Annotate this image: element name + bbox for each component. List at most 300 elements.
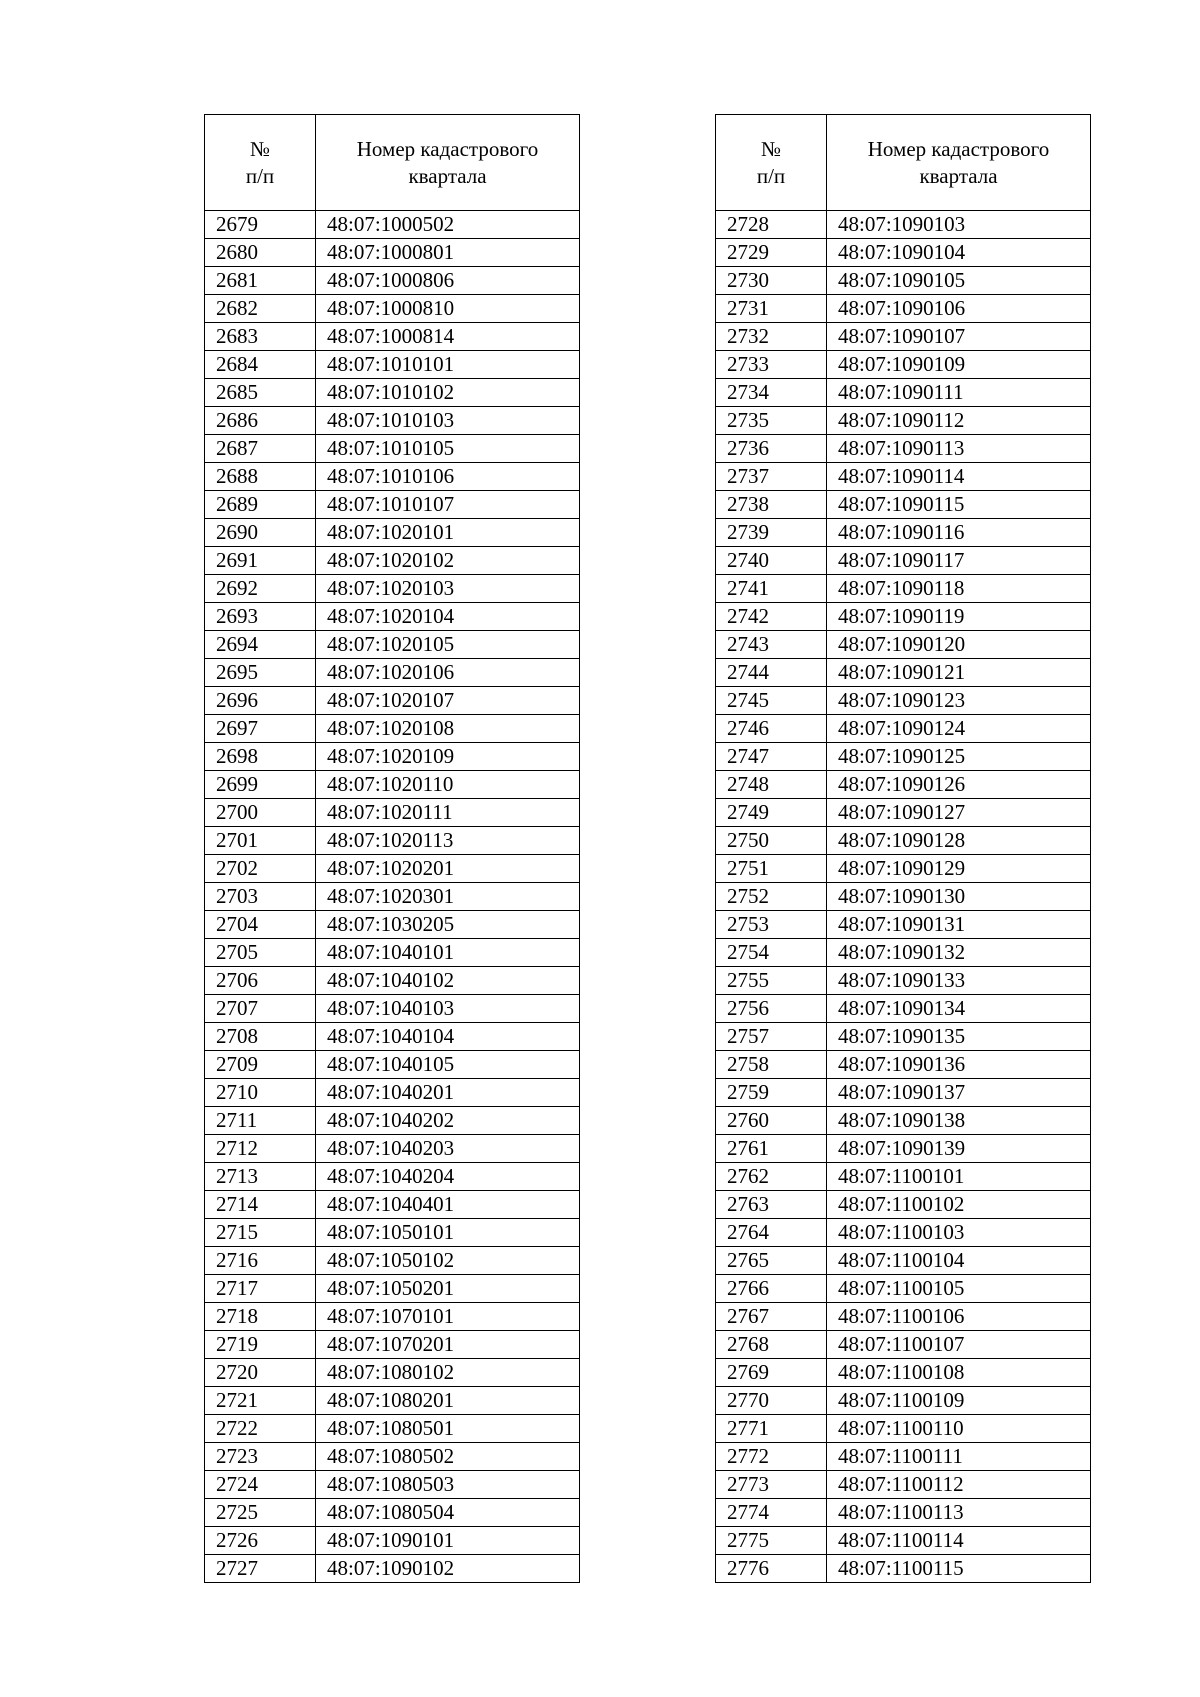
table-row xyxy=(205,631,580,659)
row-number-cell: 2716 xyxy=(205,1247,316,1275)
row-number-cell: 2739 xyxy=(716,519,827,547)
table-row xyxy=(205,351,580,379)
table-row xyxy=(205,379,580,407)
cadastral-number-cell: 48:07:1040105 xyxy=(316,1051,580,1079)
row-number-cell: 2688 xyxy=(205,463,316,491)
table-row xyxy=(716,1443,1091,1471)
table-row xyxy=(716,435,1091,463)
header-row xyxy=(205,115,580,211)
cadastral-column-header xyxy=(316,115,580,211)
cadastral-number-cell: 48:07:1100105 xyxy=(827,1275,1091,1303)
cadastral-number-cell: 48:07:1100107 xyxy=(827,1331,1091,1359)
cadastral-number-cell: 48:07:1020107 xyxy=(316,687,580,715)
table-row xyxy=(716,911,1091,939)
table-row xyxy=(205,1247,580,1275)
cadastral-number-cell: 48:07:1090107 xyxy=(827,323,1091,351)
cadastral-number-cell: 48:07:1090117 xyxy=(827,547,1091,575)
row-number-cell: 2697 xyxy=(205,715,316,743)
table-row xyxy=(205,1135,580,1163)
cadastral-number-cell: 48:07:1020109 xyxy=(316,743,580,771)
cadastral-number-cell: 48:07:1090132 xyxy=(827,939,1091,967)
cadastral-number-cell: 48:07:1090105 xyxy=(827,267,1091,295)
cadastral-number-cell: 48:07:1000806 xyxy=(316,267,580,295)
table-row xyxy=(205,1359,580,1387)
row-number-cell: 2726 xyxy=(205,1527,316,1555)
table-row xyxy=(716,1415,1091,1443)
cadastral-number-cell: 48:07:1090138 xyxy=(827,1107,1091,1135)
table-row xyxy=(716,827,1091,855)
cadastral-number-cell: 48:07:1100110 xyxy=(827,1415,1091,1443)
table-row xyxy=(205,267,580,295)
row-number-cell: 2737 xyxy=(716,463,827,491)
row-number-cell: 2681 xyxy=(205,267,316,295)
table-row xyxy=(716,883,1091,911)
row-number-cell: 2699 xyxy=(205,771,316,799)
table-row xyxy=(205,1303,580,1331)
row-number-cell: 2717 xyxy=(205,1275,316,1303)
row-number-cell: 2723 xyxy=(205,1443,316,1471)
row-number-cell: 2741 xyxy=(716,575,827,603)
cadastral-number-cell: 48:07:1020108 xyxy=(316,715,580,743)
cadastral-number-cell: 48:07:1040401 xyxy=(316,1191,580,1219)
row-number-cell: 2722 xyxy=(205,1415,316,1443)
cadastral-number-cell: 48:07:1090134 xyxy=(827,995,1091,1023)
cadastral-number-cell: 48:07:1000801 xyxy=(316,239,580,267)
row-number-cell: 2736 xyxy=(716,435,827,463)
cadastral-number-cell: 48:07:1020113 xyxy=(316,827,580,855)
cadastral-number-cell: 48:07:1000814 xyxy=(316,323,580,351)
table-row xyxy=(716,1555,1091,1583)
cadastral-number-cell: 48:07:1100104 xyxy=(827,1247,1091,1275)
row-number-cell: 2711 xyxy=(205,1107,316,1135)
row-number-cell: 2690 xyxy=(205,519,316,547)
cadastral-number-cell: 48:07:1010105 xyxy=(316,435,580,463)
cadastral-number-cell: 48:07:1090128 xyxy=(827,827,1091,855)
table-row xyxy=(716,799,1091,827)
row-number-cell: 2752 xyxy=(716,883,827,911)
table-row xyxy=(716,295,1091,323)
cadastral-number-cell: 48:07:1090118 xyxy=(827,575,1091,603)
row-number-cell: 2731 xyxy=(716,295,827,323)
cadastral-number-cell: 48:07:1090126 xyxy=(827,771,1091,799)
table-row xyxy=(205,1387,580,1415)
cadastral-number-cell: 48:07:1090129 xyxy=(827,855,1091,883)
table-row xyxy=(716,379,1091,407)
cadastral-number-cell: 48:07:1100115 xyxy=(827,1555,1091,1583)
row-number-cell: 2744 xyxy=(716,659,827,687)
row-number-cell: 2765 xyxy=(716,1247,827,1275)
row-number-cell: 2754 xyxy=(716,939,827,967)
cadastral-header-line1: Номер кадастрового xyxy=(356,136,539,161)
cadastral-number-cell: 48:07:1080503 xyxy=(316,1471,580,1499)
cadastral-number-cell: 48:07:1000502 xyxy=(316,211,580,239)
cadastral-number-cell: 48:07:1040203 xyxy=(316,1135,580,1163)
row-number-cell: 2733 xyxy=(716,351,827,379)
row-number-cell: 2721 xyxy=(205,1387,316,1415)
cadastral-number-cell: 48:07:1020111 xyxy=(316,799,580,827)
table-row xyxy=(716,715,1091,743)
table-row xyxy=(205,491,580,519)
row-number-cell: 2702 xyxy=(205,855,316,883)
table-row xyxy=(205,1163,580,1191)
row-number-cell: 2687 xyxy=(205,435,316,463)
row-number-cell: 2740 xyxy=(716,547,827,575)
cadastral-number-cell: 48:07:1020101 xyxy=(316,519,580,547)
cadastral-number-cell: 48:07:1090130 xyxy=(827,883,1091,911)
table-row xyxy=(205,1107,580,1135)
row-number-cell: 2755 xyxy=(716,967,827,995)
number-column-header xyxy=(716,115,827,211)
table-row xyxy=(716,519,1091,547)
row-number-cell: 2693 xyxy=(205,603,316,631)
table-row xyxy=(716,1051,1091,1079)
cadastral-number-cell: 48:07:1090121 xyxy=(827,659,1091,687)
row-number-cell: 2762 xyxy=(716,1163,827,1191)
row-number-cell: 2729 xyxy=(716,239,827,267)
table-row xyxy=(716,1471,1091,1499)
header-row xyxy=(716,115,1091,211)
table-row xyxy=(716,1387,1091,1415)
cadastral-number-cell: 48:07:1020110 xyxy=(316,771,580,799)
row-number-cell: 2771 xyxy=(716,1415,827,1443)
table-row xyxy=(205,1471,580,1499)
cadastral-number-cell: 48:07:1090135 xyxy=(827,1023,1091,1051)
row-number-cell: 2749 xyxy=(716,799,827,827)
cadastral-number-cell: 48:07:1100102 xyxy=(827,1191,1091,1219)
row-number-cell: 2770 xyxy=(716,1387,827,1415)
cadastral-header-line2: квартала xyxy=(408,163,487,188)
row-number-cell: 2709 xyxy=(205,1051,316,1079)
table-row xyxy=(716,211,1091,239)
row-number-cell: 2685 xyxy=(205,379,316,407)
row-number-cell: 2719 xyxy=(205,1331,316,1359)
cadastral-number-cell: 48:07:1040101 xyxy=(316,939,580,967)
number-header-line1: № xyxy=(249,136,271,161)
cadastral-number-cell: 48:07:1100101 xyxy=(827,1163,1091,1191)
table-row xyxy=(716,1135,1091,1163)
table-row xyxy=(205,715,580,743)
table-row xyxy=(205,1331,580,1359)
table-header xyxy=(205,115,580,211)
table-row xyxy=(716,1275,1091,1303)
table-row xyxy=(205,211,580,239)
cadastral-number-cell: 48:07:1090136 xyxy=(827,1051,1091,1079)
row-number-cell: 2745 xyxy=(716,687,827,715)
table-row xyxy=(205,603,580,631)
row-number-cell: 2769 xyxy=(716,1359,827,1387)
cadastral-number-cell: 48:07:1020301 xyxy=(316,883,580,911)
table-row xyxy=(205,659,580,687)
table-row xyxy=(205,1443,580,1471)
cadastral-number-cell: 48:07:1090112 xyxy=(827,407,1091,435)
cadastral-table-right xyxy=(715,114,1091,1583)
cadastral-number-cell: 48:07:1050101 xyxy=(316,1219,580,1247)
row-number-cell: 2751 xyxy=(716,855,827,883)
table-row xyxy=(205,239,580,267)
table-row xyxy=(205,743,580,771)
cadastral-number-cell: 48:07:1090139 xyxy=(827,1135,1091,1163)
row-number-cell: 2766 xyxy=(716,1275,827,1303)
table-row xyxy=(716,1499,1091,1527)
table-row xyxy=(205,575,580,603)
cadastral-table-left xyxy=(204,114,580,1583)
cadastral-number-cell: 48:07:1090137 xyxy=(827,1079,1091,1107)
row-number-cell: 2705 xyxy=(205,939,316,967)
cadastral-number-cell: 48:07:1040103 xyxy=(316,995,580,1023)
row-number-cell: 2689 xyxy=(205,491,316,519)
row-number-cell: 2703 xyxy=(205,883,316,911)
table-row xyxy=(716,743,1091,771)
table-row xyxy=(716,1331,1091,1359)
table-row xyxy=(716,323,1091,351)
table-row xyxy=(716,1023,1091,1051)
cadastral-number-cell: 48:07:1090127 xyxy=(827,799,1091,827)
row-number-cell: 2686 xyxy=(205,407,316,435)
table-row xyxy=(205,323,580,351)
cadastral-number-cell: 48:07:1010101 xyxy=(316,351,580,379)
cadastral-number-cell: 48:07:1080502 xyxy=(316,1443,580,1471)
cadastral-header-line1: Номер кадастрового xyxy=(867,136,1050,161)
row-number-cell: 2706 xyxy=(205,967,316,995)
table-row xyxy=(716,267,1091,295)
cadastral-number-cell: 48:07:1050102 xyxy=(316,1247,580,1275)
number-column-header xyxy=(205,115,316,211)
row-number-cell: 2682 xyxy=(205,295,316,323)
cadastral-number-cell: 48:07:1090124 xyxy=(827,715,1091,743)
row-number-cell: 2684 xyxy=(205,351,316,379)
row-number-cell: 2743 xyxy=(716,631,827,659)
table-row xyxy=(205,1275,580,1303)
table-row xyxy=(716,1527,1091,1555)
row-number-cell: 2695 xyxy=(205,659,316,687)
row-number-cell: 2728 xyxy=(716,211,827,239)
row-number-cell: 2694 xyxy=(205,631,316,659)
row-number-cell: 2738 xyxy=(716,491,827,519)
table-row xyxy=(205,1527,580,1555)
table-row xyxy=(205,967,580,995)
table-row xyxy=(716,1163,1091,1191)
table-row xyxy=(716,855,1091,883)
cadastral-number-cell: 48:07:1100109 xyxy=(827,1387,1091,1415)
row-number-cell: 2756 xyxy=(716,995,827,1023)
table-row xyxy=(205,687,580,715)
row-number-cell: 2761 xyxy=(716,1135,827,1163)
cadastral-number-cell: 48:07:1100112 xyxy=(827,1471,1091,1499)
table-body xyxy=(205,211,580,1583)
cadastral-number-cell: 48:07:1020201 xyxy=(316,855,580,883)
row-number-cell: 2704 xyxy=(205,911,316,939)
cadastral-number-cell: 48:07:1090113 xyxy=(827,435,1091,463)
row-number-cell: 2730 xyxy=(716,267,827,295)
cadastral-number-cell: 48:07:1090133 xyxy=(827,967,1091,995)
row-number-cell: 2707 xyxy=(205,995,316,1023)
cadastral-number-cell: 48:07:1080102 xyxy=(316,1359,580,1387)
table-row xyxy=(205,463,580,491)
table-row xyxy=(716,659,1091,687)
table-row xyxy=(205,1499,580,1527)
row-number-cell: 2748 xyxy=(716,771,827,799)
cadastral-number-cell: 48:07:1090119 xyxy=(827,603,1091,631)
cadastral-number-cell: 48:07:1090114 xyxy=(827,463,1091,491)
table-row xyxy=(205,1191,580,1219)
row-number-cell: 2773 xyxy=(716,1471,827,1499)
cadastral-number-cell: 48:07:1030205 xyxy=(316,911,580,939)
row-number-cell: 2763 xyxy=(716,1191,827,1219)
cadastral-number-cell: 48:07:1090116 xyxy=(827,519,1091,547)
table-row xyxy=(205,547,580,575)
table-header xyxy=(716,115,1091,211)
table-row xyxy=(205,1415,580,1443)
row-number-cell: 2680 xyxy=(205,239,316,267)
table-row xyxy=(205,407,580,435)
cadastral-number-cell: 48:07:1020103 xyxy=(316,575,580,603)
table-row xyxy=(205,295,580,323)
cadastral-number-cell: 48:07:1070201 xyxy=(316,1331,580,1359)
table-row xyxy=(716,771,1091,799)
cadastral-number-cell: 48:07:1050201 xyxy=(316,1275,580,1303)
cadastral-number-cell: 48:07:1100111 xyxy=(827,1443,1091,1471)
row-number-cell: 2713 xyxy=(205,1163,316,1191)
table-row xyxy=(205,1051,580,1079)
table-row xyxy=(205,799,580,827)
cadastral-number-cell: 48:07:1010106 xyxy=(316,463,580,491)
row-number-cell: 2758 xyxy=(716,1051,827,1079)
row-number-cell: 2714 xyxy=(205,1191,316,1219)
row-number-cell: 2725 xyxy=(205,1499,316,1527)
table-row xyxy=(716,575,1091,603)
cadastral-number-cell: 48:07:1090103 xyxy=(827,211,1091,239)
row-number-cell: 2768 xyxy=(716,1331,827,1359)
row-number-cell: 2735 xyxy=(716,407,827,435)
cadastral-number-cell: 48:07:1100103 xyxy=(827,1219,1091,1247)
table-row xyxy=(205,855,580,883)
cadastral-number-cell: 48:07:1080201 xyxy=(316,1387,580,1415)
number-header-line2: п/п xyxy=(756,163,786,188)
table-row xyxy=(716,687,1091,715)
table-body xyxy=(716,211,1091,1583)
cadastral-number-cell: 48:07:1090131 xyxy=(827,911,1091,939)
row-number-cell: 2701 xyxy=(205,827,316,855)
cadastral-number-cell: 48:07:1090120 xyxy=(827,631,1091,659)
table-row xyxy=(205,883,580,911)
table-row xyxy=(716,239,1091,267)
row-number-cell: 2747 xyxy=(716,743,827,771)
row-number-cell: 2753 xyxy=(716,911,827,939)
cadastral-number-cell: 48:07:1040204 xyxy=(316,1163,580,1191)
cadastral-number-cell: 48:07:1090111 xyxy=(827,379,1091,407)
cadastral-number-cell: 48:07:1090102 xyxy=(316,1555,580,1583)
table-row xyxy=(205,1079,580,1107)
cadastral-number-cell: 48:07:1020105 xyxy=(316,631,580,659)
table-row xyxy=(716,1191,1091,1219)
row-number-cell: 2772 xyxy=(716,1443,827,1471)
row-number-cell: 2764 xyxy=(716,1219,827,1247)
row-number-cell: 2691 xyxy=(205,547,316,575)
table-row xyxy=(716,407,1091,435)
cadastral-number-cell: 48:07:1090109 xyxy=(827,351,1091,379)
table-row xyxy=(205,1555,580,1583)
cadastral-number-cell: 48:07:1090101 xyxy=(316,1527,580,1555)
table-row xyxy=(716,967,1091,995)
cadastral-header-line2: квартала xyxy=(919,163,998,188)
cadastral-number-cell: 48:07:1040102 xyxy=(316,967,580,995)
table-row xyxy=(716,1079,1091,1107)
row-number-cell: 2746 xyxy=(716,715,827,743)
table-row xyxy=(205,1023,580,1051)
cadastral-number-cell: 48:07:1080504 xyxy=(316,1499,580,1527)
table-row xyxy=(716,939,1091,967)
row-number-cell: 2679 xyxy=(205,211,316,239)
cadastral-number-cell: 48:07:1090123 xyxy=(827,687,1091,715)
row-number-cell: 2759 xyxy=(716,1079,827,1107)
table-row xyxy=(716,1219,1091,1247)
table-row xyxy=(716,631,1091,659)
cadastral-number-cell: 48:07:1040202 xyxy=(316,1107,580,1135)
table-row xyxy=(205,995,580,1023)
row-number-cell: 2727 xyxy=(205,1555,316,1583)
table-row xyxy=(716,547,1091,575)
table-row xyxy=(716,1303,1091,1331)
row-number-cell: 2700 xyxy=(205,799,316,827)
row-number-cell: 2742 xyxy=(716,603,827,631)
row-number-cell: 2774 xyxy=(716,1499,827,1527)
row-number-cell: 2698 xyxy=(205,743,316,771)
row-number-cell: 2776 xyxy=(716,1555,827,1583)
cadastral-number-cell: 48:07:1010103 xyxy=(316,407,580,435)
row-number-cell: 2734 xyxy=(716,379,827,407)
row-number-cell: 2708 xyxy=(205,1023,316,1051)
cadastral-number-cell: 48:07:1090104 xyxy=(827,239,1091,267)
row-number-cell: 2732 xyxy=(716,323,827,351)
cadastral-number-cell: 48:07:1080501 xyxy=(316,1415,580,1443)
row-number-cell: 2760 xyxy=(716,1107,827,1135)
row-number-cell: 2750 xyxy=(716,827,827,855)
row-number-cell: 2775 xyxy=(716,1527,827,1555)
cadastral-number-cell: 48:07:1100108 xyxy=(827,1359,1091,1387)
number-header-line2: п/п xyxy=(245,163,275,188)
row-number-cell: 2696 xyxy=(205,687,316,715)
cadastral-number-cell: 48:07:1100106 xyxy=(827,1303,1091,1331)
row-number-cell: 2683 xyxy=(205,323,316,351)
row-number-cell: 2718 xyxy=(205,1303,316,1331)
cadastral-number-cell: 48:07:1090115 xyxy=(827,491,1091,519)
table-row xyxy=(205,827,580,855)
row-number-cell: 2720 xyxy=(205,1359,316,1387)
table-row xyxy=(716,603,1091,631)
table-row xyxy=(205,435,580,463)
row-number-cell: 2712 xyxy=(205,1135,316,1163)
cadastral-number-cell: 48:07:1020104 xyxy=(316,603,580,631)
table-row xyxy=(205,1219,580,1247)
table-row xyxy=(716,1247,1091,1275)
row-number-cell: 2757 xyxy=(716,1023,827,1051)
cadastral-number-cell: 48:07:1040104 xyxy=(316,1023,580,1051)
row-number-cell: 2692 xyxy=(205,575,316,603)
table-row xyxy=(716,995,1091,1023)
table-row xyxy=(716,491,1091,519)
cadastral-number-cell: 48:07:1100114 xyxy=(827,1527,1091,1555)
table-row xyxy=(716,351,1091,379)
number-header-line1: № xyxy=(760,136,782,161)
table-row xyxy=(205,939,580,967)
row-number-cell: 2767 xyxy=(716,1303,827,1331)
cadastral-column-header xyxy=(827,115,1091,211)
cadastral-number-cell: 48:07:1000810 xyxy=(316,295,580,323)
cadastral-number-cell: 48:07:1100113 xyxy=(827,1499,1091,1527)
cadastral-number-cell: 48:07:1090106 xyxy=(827,295,1091,323)
cadastral-number-cell: 48:07:1020102 xyxy=(316,547,580,575)
cadastral-number-cell: 48:07:1070101 xyxy=(316,1303,580,1331)
